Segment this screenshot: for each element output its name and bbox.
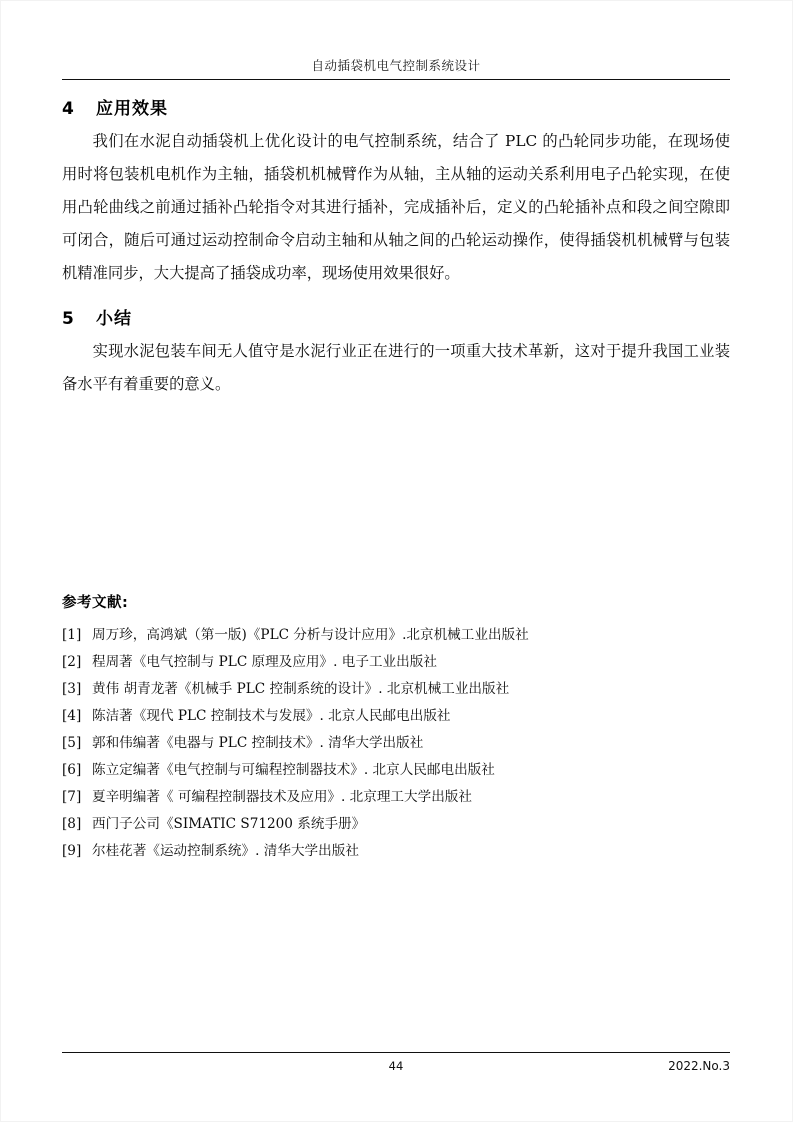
section-number: 5 [62,309,74,329]
reference-text: 西门子公司《SIMATIC S71200 系统手册》 [92,816,366,832]
section-heading [62,304,730,329]
list-item [62,838,730,865]
header-divider [62,79,730,80]
reference-text: 尔桂花著《运动控制系统》. 清华大学出版社 [92,843,359,859]
running-header [62,56,730,80]
section-title: 应用效果 [96,99,168,119]
list-item [62,676,730,703]
reference-text: 陈洁著《现代 PLC 控制技术与发展》. 北京人民邮电出版社 [92,708,451,724]
reference-text: 程周著《电气控制与 PLC 原理及应用》. 电子工业出版社 [92,654,437,670]
section-heading [62,94,730,119]
list-item [62,649,730,676]
reference-index: [8] [62,816,82,832]
reference-text: 周万珍，高鸿斌（第一版)《PLC 分析与设计应用》.北京机械工业出版社 [92,627,529,643]
section-application-effect [62,94,730,290]
references-block [62,591,730,865]
section-paragraph: 实现水泥包装车间无人值守是水泥行业正在进行的一项重大技术革新，这对于提升我国工业装备水平有着重要的意义。 [62,342,730,393]
page-number: 44 [388,1059,404,1073]
list-item [62,784,730,811]
page-content [62,56,730,865]
reference-index: [7] [62,789,82,805]
reference-index: [5] [62,735,82,751]
issue-label: 2022.No.3 [668,1059,730,1073]
section-number: 4 [62,99,74,119]
page-footer [62,1052,730,1077]
reference-text: 郭和伟编著《电器与 PLC 控制技术》. 清华大学出版社 [92,735,424,751]
reference-index: [2] [62,654,82,670]
reference-text: 夏辛明编著《 可编程控制器技术及应用》. 北京理工大学出版社 [92,789,472,805]
section-paragraph: 我们在水泥自动插袋机上优化设计的电气控制系统，结合了 PLC 的凸轮同步功能，在现场使用时将包装机电机作为主轴，插袋机机械臂作为从轴，主从轴的运动关系利用电子凸轮实现，在使用凸轮曲线之前通过插补凸轮指令对其进行插补，完成插补后，定义的凸轮插补点和段之间空隙即可闭合，随后可通过运动控制命令启动主轴和从轴之间的凸轮运动操作，使得插袋机机械臂与包装机精准同步，大大提高了插袋成功率，现场使用效果很好。 [62,132,730,282]
reference-index: [3] [62,681,82,697]
references-list [62,622,730,865]
reference-text: 陈立定编著《电气控制与可编程控制器技术》. 北京人民邮电出版社 [92,762,495,778]
reference-index: [6] [62,762,82,778]
list-item [62,703,730,730]
reference-text: 黄伟 胡青龙著《机械手 PLC 控制系统的设计》. 北京机械工业出版社 [92,681,510,697]
running-header-title: 自动插袋机电气控制系统设计 [311,58,481,73]
reference-index: [4] [62,708,82,724]
footer-row [62,1059,730,1077]
section-title: 小结 [96,309,132,329]
list-item [62,730,730,757]
footer-divider [62,1052,730,1053]
section-summary [62,304,730,401]
references-title: 参考文献: [62,595,129,611]
list-item [62,811,730,838]
list-item [62,622,730,649]
reference-index: [1] [62,627,82,643]
reference-index: [9] [62,843,82,859]
list-item [62,757,730,784]
